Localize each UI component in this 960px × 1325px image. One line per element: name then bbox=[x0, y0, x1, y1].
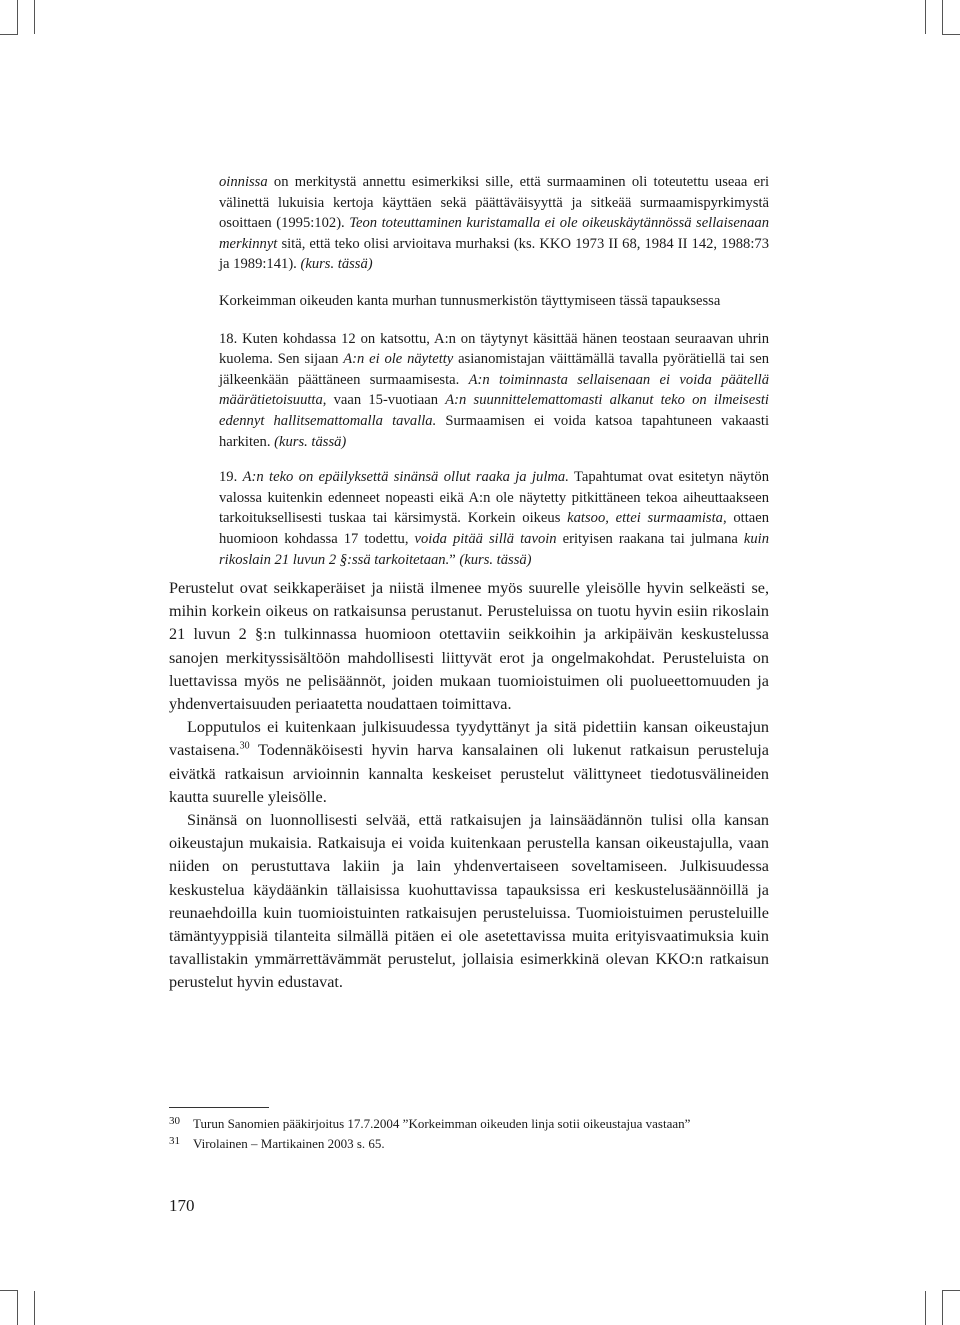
text-run: 19. bbox=[219, 469, 243, 486]
crop-mark-top-right-v2 bbox=[942, 0, 943, 34]
body-paragraph-2 bbox=[169, 716, 769, 809]
quote-paragraph-1 bbox=[219, 172, 769, 275]
crop-mark-bottom-right-h bbox=[942, 1290, 960, 1291]
text-run: sitä, että teko olisi arvioitava murhaksi (ks. KKO 1973 II 68, 1984 II 142, 1988:73 ja 1989:141). bbox=[219, 235, 769, 273]
italic-text-run: (kurs. tässä) bbox=[459, 551, 532, 568]
footnote-31 bbox=[169, 1134, 789, 1154]
text-run: ” bbox=[449, 551, 460, 568]
italic-text-run: voida pitää sillä tavoin bbox=[414, 530, 557, 547]
footnote-number: 31 bbox=[169, 1135, 180, 1147]
italic-text-run: A:n toiminnasta sellaisenaan ei voida päätellä määrätietoisuutta bbox=[219, 371, 769, 409]
italic-text-run: A:n ei ole näytetty bbox=[343, 351, 454, 368]
text-run: Surmaamisen ei voida katsoa tapahtuneen vakaasti harkiten. bbox=[219, 412, 769, 450]
text-run: asianomistajan väittämällä tavalla pyörätiellä tai sen jälkeenkään päättäneen surmaamisesta. bbox=[219, 351, 769, 388]
quote-paragraph-18 bbox=[219, 329, 769, 453]
crop-mark-bottom-left-v2 bbox=[34, 1291, 35, 1325]
footnote-ref-30[interactable]: 30 bbox=[239, 741, 250, 753]
text-run: , vaan 15-vuotiaan bbox=[322, 392, 446, 409]
crop-mark-bottom-left-h bbox=[0, 1290, 18, 1291]
quote-heading: Korkeimman oikeuden kanta murhan tunnusmerkistön täyttymiseen tässä tapauksessa bbox=[219, 292, 721, 309]
italic-text-run: katsoo, ettei surmaamista bbox=[567, 510, 723, 527]
body-paragraph-2-part-a: Lopputulos ei kuitenkaan julkisuudessa tyydyttänyt ja sitä pidettiin kansan oikeustajun vastaisena. bbox=[169, 718, 769, 760]
text-run: on merkitystä annettu esimerkiksi sille, että surmaaminen oli toteutettu useaa eri välinettä lukuisia kertoja käyttäen sekä päättäväisyyttä ja sitkeää surmaamispyrkimystä osoittaen (1995:102). bbox=[219, 174, 769, 232]
crop-mark-top-left-h bbox=[0, 34, 18, 35]
italic-text-run: oinnissa bbox=[219, 174, 268, 190]
quoted-court-decision bbox=[219, 172, 769, 570]
footnote-30 bbox=[169, 1114, 789, 1134]
italic-text-run: A:n teko on epäilyksettä sinänsä ollut raaka ja julma. bbox=[242, 469, 569, 486]
crop-mark-top-right-h bbox=[942, 34, 960, 35]
footnote-text: Turun Sanomien pääkirjoitus 17.7.2004 ”Korkeimman oikeuden linja sotii oikeustajua vastaan” bbox=[193, 1116, 691, 1131]
crop-mark-bottom-right-v2 bbox=[942, 1291, 943, 1325]
crop-mark-bottom-left-v bbox=[17, 1291, 18, 1325]
footnote-text: Virolainen – Martikainen 2003 s. 65. bbox=[193, 1136, 385, 1151]
text-run: 18. Kuten kohdassa 12 on katsottu, A:n on täytynyt käsittää hänen teostaan seuraavan uhrin kuolema. Sen sijaan bbox=[219, 330, 769, 368]
crop-mark-top-left-v2 bbox=[34, 0, 35, 34]
page-number: 170 bbox=[169, 1196, 195, 1215]
body-paragraph-2-part-b: Todennäköisesti hyvin harva kansalainen oli lukenut ratkaisun perusteluja eivätkä ratkaisun arvioinnin kannalta keskeiset perustelut välittyneet tiedotusvälineiden kautta suurelle yleisölle. bbox=[169, 741, 769, 806]
footnote-separator bbox=[169, 1107, 269, 1108]
footnote-number: 30 bbox=[169, 1115, 180, 1127]
crop-mark-bottom-right-v bbox=[925, 1291, 926, 1325]
text-run: , ottaen huomioon kohdassa 17 todettu, bbox=[219, 510, 769, 547]
crop-mark-top-right-v bbox=[925, 0, 926, 34]
body-paragraph-1: Perustelut ovat seikkaperäiset ja niistä ilmenee myös suurelle yleisölle hyvin selkeästi se, mihin korkein oikeus on ratkaisunsa perustanut. Perusteluissa on tuotu hyvin esiin rikoslain 21 luvun 2 §:n tulkinnassa huomioon otettaviin seikkoihin ja arkipäivän keskustelussa sanojen merkityssisältöön mahdollisesti liittyvät erot ja ongelmakohdat. Perusteluista on luettavissa myös ne pelisäännöt, joiden mukaan tuomioistuimen oli puolueettomuuden ja yhdenvertaisuuden periaatetta noudattaen toimittava. bbox=[169, 579, 769, 714]
body-text bbox=[169, 577, 769, 995]
quote-paragraph-19 bbox=[219, 467, 769, 570]
italic-text-run: (kurs. tässä) bbox=[300, 256, 373, 273]
italic-text-run: kuin rikoslain 21 luvun 2 §:ssä tarkoitetaan. bbox=[219, 530, 769, 568]
footnotes bbox=[169, 1114, 789, 1154]
crop-mark-top-left-v bbox=[17, 0, 18, 34]
italic-text-run: (kurs. tässä) bbox=[274, 433, 347, 450]
text-run: erityisen raakana tai julmana bbox=[556, 530, 744, 547]
text-run: Tapahtumat ovat esitetyn näytön valossa kuitenkin edenneet nopeasti eikä A:n ole näytetty pitkittäneen tekoa aiheuttaakseen tarkoituksellisesti tuskaa tai kärsimystä. Korkein oikeus bbox=[219, 469, 769, 527]
italic-text-run: Teon toteuttaminen kuristamalla ei ole oikeuskäytännössä sellaisenaan merkinnyt bbox=[219, 215, 769, 252]
italic-text-run: A:n suunnittelemattomasti alkanut teko on ilmeisesti edennyt hallitsemattomalla tavalla. bbox=[219, 392, 769, 429]
body-paragraph-3: Sinänsä on luonnollisesti selvää, että ratkaisujen ja lainsäädännön tulisi olla kansan oikeustajun mukaisia. Ratkaisuja ei voida kuitenkaan perustella kansan oikeustajulla, vaan niiden on perustuttava lakiin ja lain yhdenvertaiseen soveltamiseen. Julkisuudessa keskustelua käydäänkin tällaisissa kuohuttavissa tapauksissa eri keskustelusäännöillä ja reunaehdoilla kuin tuomioistuinten ratkaisujen perusteluissa. Tuomioistuimen perusteluille tämäntyyppisiä tilanteita silmällä pitäen ei ole asetettavissa muita erityisvaatimuksia kuin tavallistakin ymmärrettävämmät perustelut, jollaisia esimerkkinä olevan KKO:n ratkaisun perustelut hyvin edustavat. bbox=[169, 811, 769, 992]
